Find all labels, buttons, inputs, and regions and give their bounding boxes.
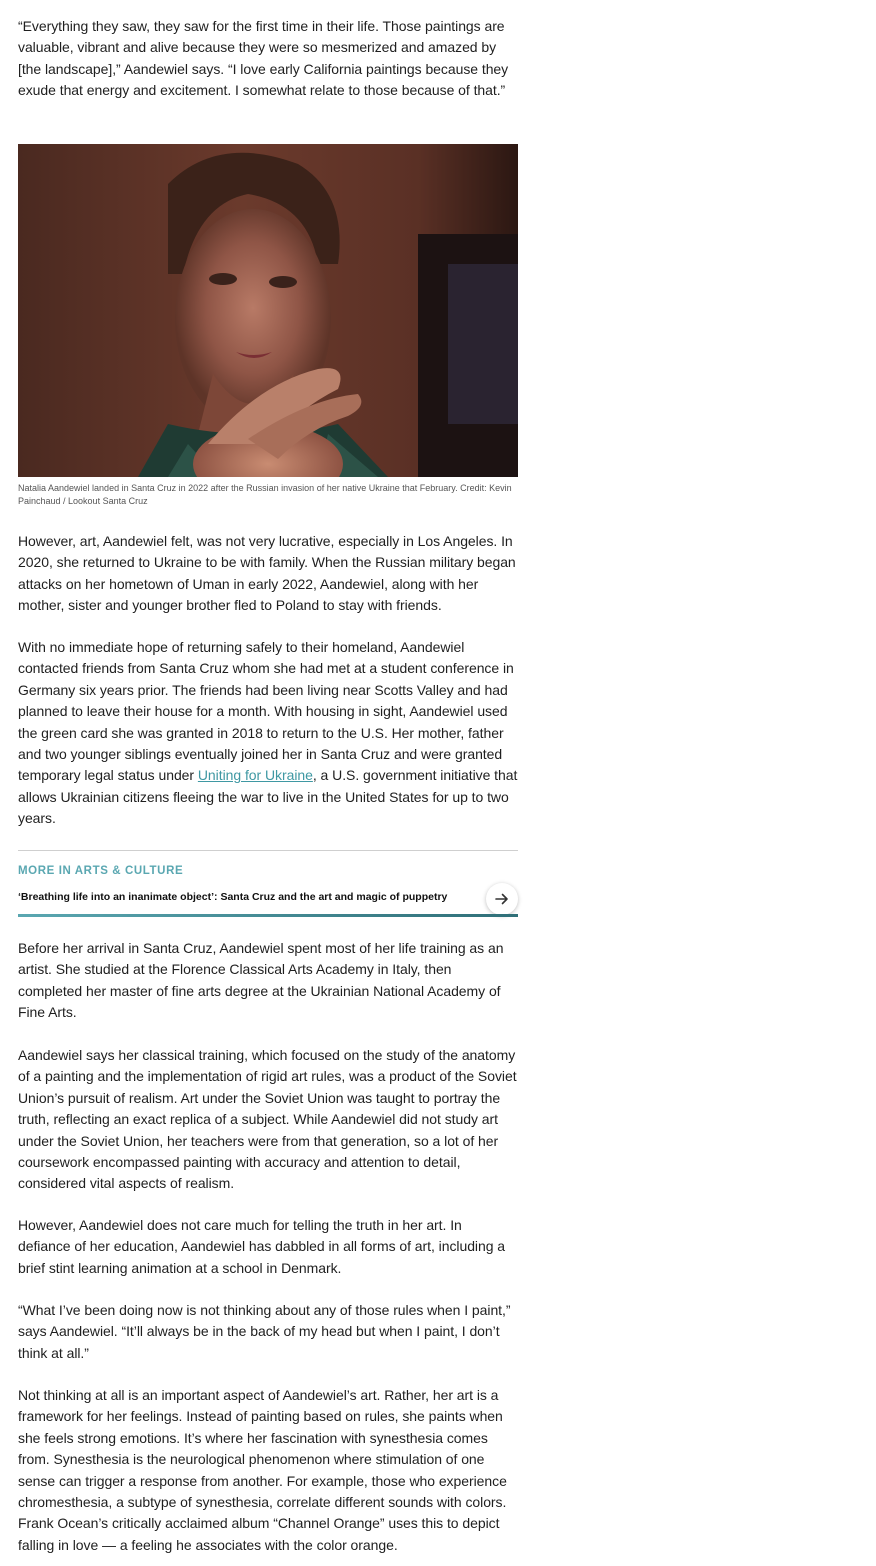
article-photo: [18, 144, 518, 477]
article-paragraph: “What I’ve been doing now is not thinking about any of those rules when I paint,” says Aandewiel. “It’ll always be in the back of my head but when I paint, I don’t think at all.”: [18, 1302, 511, 1361]
article-paragraph: Before her arrival in Santa Cruz, Aandewiel spent most of her life training as an artist. She studied at the Florence Classical Arts Academy in Italy, then completed her master of fine arts degree at the Ukrainian National Academy of Fine Arts.: [18, 940, 504, 1021]
article-paragraph: [18, 637, 518, 830]
arrow-right-icon: [495, 892, 509, 906]
related-article-link[interactable]: ‘Breathing life into an inanimate object’: Santa Cruz and the art and magic of puppetry: [18, 891, 448, 903]
uniting-for-ukraine-link[interactable]: Uniting for Ukraine: [197, 767, 313, 784]
paragraph-text: , a U.S. government initiative that allows Ukrainian citizens fleeing the war to live in the United States for up to two years.: [18, 767, 518, 827]
article-paragraph: “Everything they saw, they saw for the first time in their life. Those paintings are valuable, vibrant and alive because they were so mesmerized and amazed by [the landscape],” Aandewiel says. “I love early California paintings because they exude that energy and excitement. I somewhat relate to those because of that.”: [18, 18, 509, 99]
more-in-underline: [18, 914, 518, 917]
article-paragraph: Not thinking at all is an important aspect of Aandewiel’s art. Rather, her art is a framework for her feelings. Instead of painting based on rules, she paints when she feels strong emotions. It’s where her fascination with synesthesia comes from. Synesthesia is the neurological phenomenon where stimulation of one sense can trigger a response from another. For example, those who experience chromesthesia, a subtype of synesthesia, correlate different sounds with colors. Frank Ocean’s critically acclaimed album “Channel Orange” uses this to depict falling in love — a feeling he associates with the color orange.: [18, 1387, 507, 1553]
more-in-arts-culture: [18, 850, 518, 917]
more-in-label: MORE IN ARTS & CULTURE: [18, 865, 184, 877]
paragraph-text: With no immediate hope of returning safely to their homeland, Aandewiel contacted friends from Santa Cruz whom she had met at a student conference in Germany six years prior. The friends had been living near Scotts Valley and had planned to leave their house for a month. With housing in sight, Aandewiel used the green card she was granted in 2018 to return to the U.S. Her mother, father and two younger siblings eventually joined her in Santa Cruz and were granted temporary legal status under: [18, 639, 514, 784]
photo-caption: Natalia Aandewiel landed in Santa Cruz in 2022 after the Russian invasion of her native Ukraine that February. Credit: Kevin Painchaud / Lookout Santa Cruz: [18, 483, 512, 506]
related-article-arrow-button[interactable]: [486, 883, 518, 915]
article-paragraph: However, art, Aandewiel felt, was not very lucrative, especially in Los Angeles. In 2020, she returned to Ukraine to be with family. When the Russian military began attacks on her hometown of Uman in early 2022, Aandewiel, along with her mother, sister and younger brother fled to Poland to stay with friends.: [18, 533, 516, 614]
article-paragraph: However, Aandewiel does not care much for telling the truth in her art. In defiance of her education, Aandewiel has dabbled in all forms of art, including a brief stint learning animation at a school in Denmark.: [18, 1217, 506, 1276]
article-paragraph: Aandewiel says her classical training, which focused on the study of the anatomy of a painting and the implementation of rigid art rules, was a product of the Soviet Union’s pursuit of realism. Art under the Soviet Union was taught to portray the truth, reflecting an exact replica of a subject. While Aandewiel did not study art under the Soviet Union, her teachers were from that generation, so a lot of her coursework encompassed painting with accuracy and attention to detail, considered vital aspects of realism.: [18, 1047, 517, 1192]
